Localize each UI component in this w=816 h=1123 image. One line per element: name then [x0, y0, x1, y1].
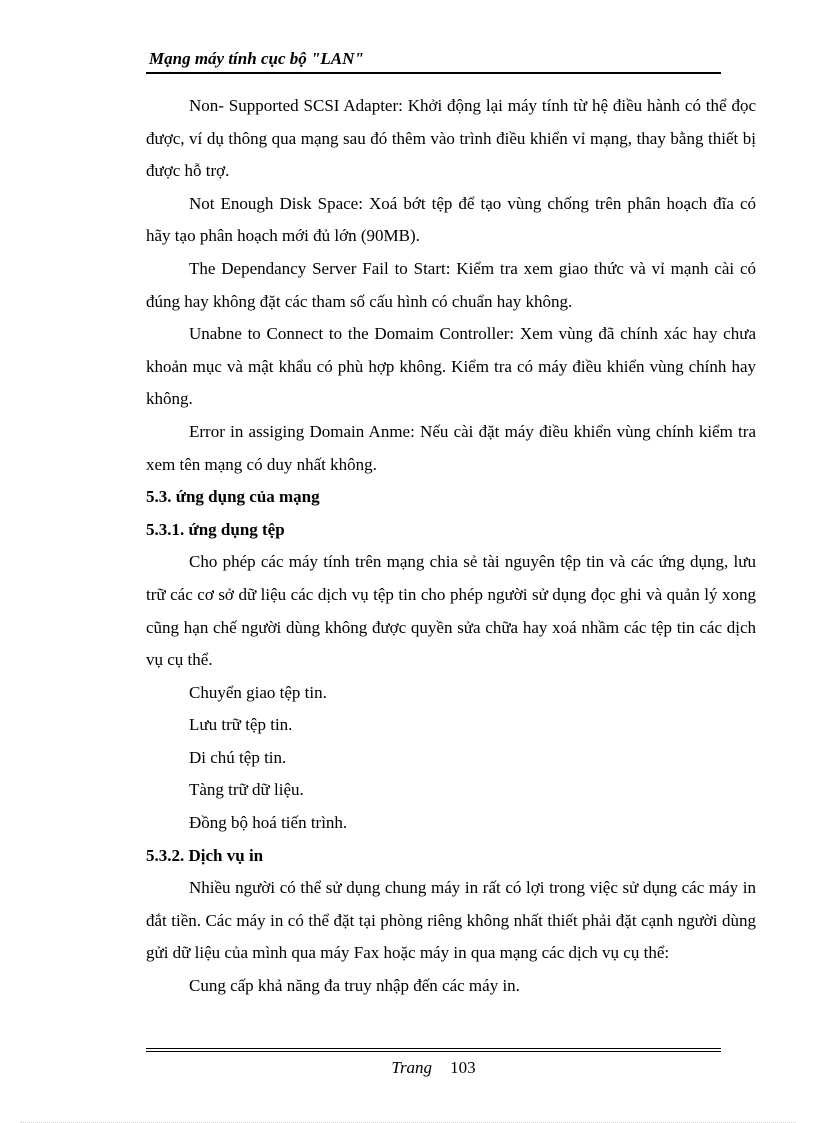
list-item: Đồng bộ hoá tiến trình. — [189, 813, 348, 833]
paragraph-domain-controller: Unabne to Connect to the Domaim Controller: Xem vùng đã chính xác hay chưa khoản mục và mật khẩu có phù hợp không. Kiểm tra có máy điều khiển vùng chính hay không. — [146, 324, 756, 409]
paragraph-print-service: Nhiều người có thể sử dụng chung máy in rất có lợi trong việc sử dụng các máy in đắt tiền. Các máy in có thể đặt tại phòng riêng không nhất thiết phải đặt cạnh người dùng gửi dữ liệu của mình qua máy Fax hoặc máy in qua mạng các dịch vụ cụ thể: — [146, 878, 756, 963]
footer-page-number: 103 — [450, 1058, 476, 1077]
paragraph-file-application: Cho phép các máy tính trên mạng chia sẻ tài nguyên tệp tin và các ứng dụng, lưu trữ các cơ sở dữ liệu các dịch vụ tệp tin cho phép người sử dụng đọc ghi và quản lý xong cũng hạn chế người dùng không được quyền sửa chữa hay xoá nhầm các tệp tin các dịch vụ cụ thể. — [146, 552, 756, 670]
footer-page-label: Trang — [391, 1058, 433, 1077]
header-rule — [146, 72, 721, 74]
list-item: Lưu trữ tệp tin. — [189, 715, 293, 735]
list-item: Tàng trữ dữ liệu. — [189, 780, 304, 800]
list-item: Chuyển giao tệp tin. — [189, 682, 327, 702]
section-heading-5-3-2: 5.3.2. Dịch vụ in — [146, 845, 264, 865]
section-heading-5-3-1: 5.3.1. ứng dụng tệp — [146, 519, 285, 539]
list-item: Di chú tệp tin. — [189, 747, 287, 767]
page-footer — [146, 1048, 721, 1078]
paragraph-domain-name-error: Error in assiging Domain Anme: Nếu cài đặt máy điều khiển vùng chính kiểm tra xem tên mạng có duy nhất không. — [146, 421, 756, 474]
paragraph-scsi-adapter: Non- Supported SCSI Adapter: Khởi động lại máy tính từ hệ điều hành có thể đọc được, ví dụ thông qua mạng sau đó thêm vào trình điều khiển vỉ mạng, thay bằng thiết bị được hỗ trợ. — [146, 96, 756, 181]
section-heading-5-3: 5.3. ứng dụng của mạng — [146, 487, 320, 507]
page-content — [146, 90, 756, 1003]
list-item: Cung cấp khả năng đa truy nhập đến các máy in. — [189, 976, 520, 996]
page-header — [146, 48, 721, 74]
footer-page-info — [146, 1058, 721, 1078]
footer-rule — [146, 1048, 721, 1052]
paragraph-disk-space: Not Enough Disk Space: Xoá bớt tệp để tạo vùng chống trên phân hoạch đĩa có hãy tạo phân hoạch mới đủ lớn (90MB). — [146, 193, 756, 246]
paragraph-dependancy-server: The Dependancy Server Fail to Start: Kiểm tra xem giao thức và vỉ mạnh cài có đúng hay không đặt các tham số cấu hình có chuẩn hay không. — [146, 258, 756, 311]
header-title: Mạng máy tính cục bộ "LAN" — [149, 49, 364, 68]
